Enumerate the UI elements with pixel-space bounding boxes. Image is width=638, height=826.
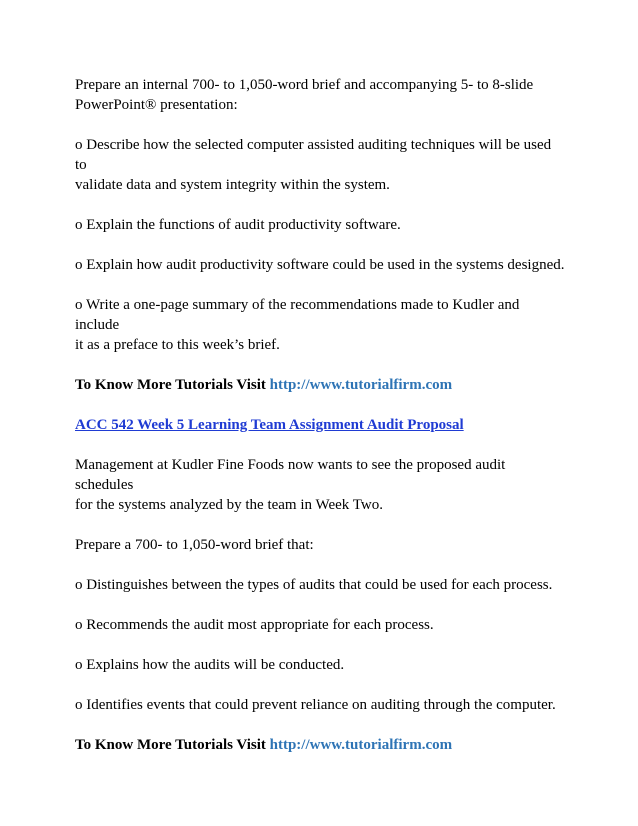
prepare-brief-paragraph: Prepare a 700- to 1,050-word brief that: [75, 537, 314, 553]
tutorials-link-1[interactable]: http://www.tutorialfirm.com [269, 377, 453, 393]
intro-paragraph [75, 75, 565, 115]
bullet-explain-conduct: o Explains how the audits will be conducted. [75, 657, 345, 673]
bullet-1-line-1: o Describe how the selected computer assisted auditing techniques will be used to [75, 137, 552, 173]
bullet-write-summary [75, 295, 565, 355]
bullet-4-line-1: o Write a one-page summary of the recommendations made to Kudler and include [75, 297, 520, 333]
bullet-explain-functions: o Explain the functions of audit productivity software. [75, 217, 401, 233]
bullet-describe-caat [75, 135, 565, 195]
management-line-2: for the systems analyzed by the team in Week Two. [75, 497, 383, 513]
tutorials-link-2[interactable]: http://www.tutorialfirm.com [269, 737, 453, 753]
section-heading-link[interactable]: ACC 542 Week 5 Learning Team Assignment Audit Proposal [75, 417, 464, 433]
intro-line-2: PowerPoint® presentation: [75, 97, 238, 113]
bullet-identify-events: o Identifies events that could prevent reliance on auditing through the computer. [75, 697, 556, 713]
document-body [75, 75, 565, 775]
management-paragraph [75, 455, 565, 515]
tutorials-callout-2-text: To Know More Tutorials Visit [75, 737, 270, 753]
bullet-4-line-2: it as a preface to this week’s brief. [75, 337, 280, 353]
section-heading-paragraph [75, 415, 565, 435]
bullet-recommend-audit: o Recommends the audit most appropriate for each process. [75, 617, 434, 633]
bullet-distinguish-audits: o Distinguishes between the types of audits that could be used for each process. [75, 577, 553, 593]
tutorials-callout-1-text: To Know More Tutorials Visit [75, 377, 270, 393]
bullet-explain-usage: o Explain how audit productivity software could be used in the systems designed. [75, 257, 565, 273]
tutorials-callout-1 [75, 375, 565, 395]
tutorials-callout-2 [75, 735, 565, 755]
management-line-1: Management at Kudler Fine Foods now wants to see the proposed audit schedules [75, 457, 506, 493]
bullet-1-line-2: validate data and system integrity within the system. [75, 177, 390, 193]
intro-line-1: Prepare an internal 700- to 1,050-word brief and accompanying 5- to 8-slide [75, 77, 534, 93]
